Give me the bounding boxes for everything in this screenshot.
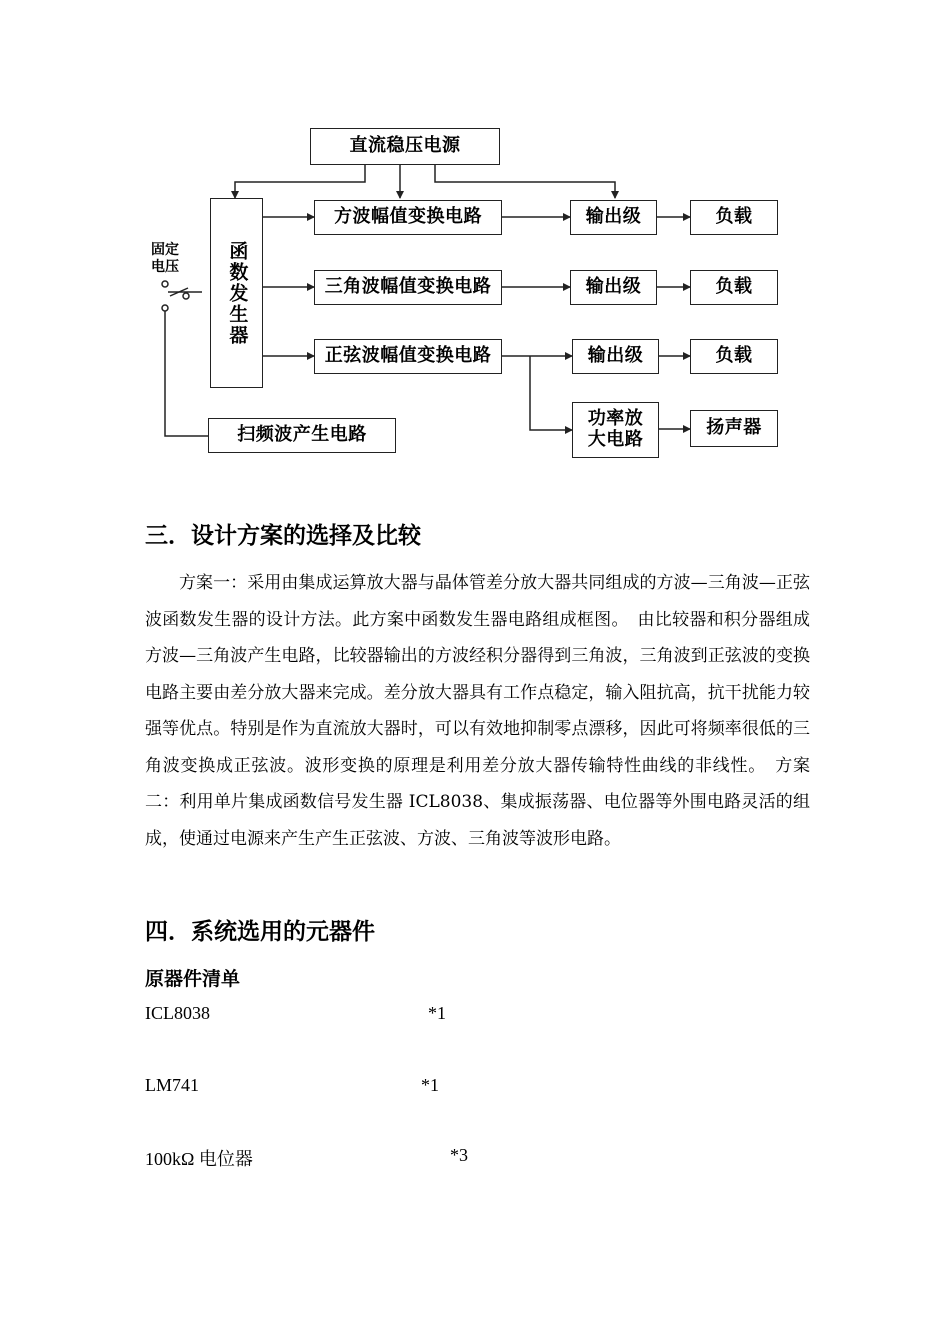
section-3-paragraph: 方案一：采用由集成运算放大器与晶体管差分放大器共同组成的方波—三角波—正弦波函数发生器的设计方法。此方案中函数发生器电路组成框图。 由比较器和积分器组成方波—三角波产生电路，比较器输出的方波经积分器得到三角波，三角波到正弦波的变换电路主要由差分放大器来完成。差分放大器具有工作点稳定，输入阻抗高，抗干扰能力较强等优点。特别是作为直流放大器时，可以有效地抑制零点漂移，因此可将频率很低的三角波变换成正弦波。波形变换的原理是利用差分放大器传输特性曲线的非线性。 方案二：利用单片集成函数信号发生器 ICL8038、集成振荡器、电位器等外围电路灵活的组成，使通过电源来产生产生正弦波、方波、三角波等波形电路。 <box>145 573 810 849</box>
load-block-3: 负载 <box>690 339 778 374</box>
speaker-block: 扬声器 <box>690 410 778 447</box>
output-stage-block-1: 输出级 <box>570 200 657 235</box>
load-block-2: 负载 <box>690 270 778 305</box>
sweep-circuit-block: 扫频波产生电路 <box>208 418 396 453</box>
section-3-heading: 三．设计方案的选择及比较 <box>145 522 421 549</box>
sine-wave-converter-block: 正弦波幅值变换电路 <box>314 339 502 374</box>
component-qty: *1 <box>428 1003 446 1023</box>
component-name: LM741 <box>145 1075 199 1095</box>
block-diagram <box>130 120 800 465</box>
component-qty: *1 <box>421 1075 439 1095</box>
output-stage-block-2: 输出级 <box>570 270 657 305</box>
load-block-1: 负载 <box>690 200 778 235</box>
component-name: ICL8038 <box>145 1003 210 1023</box>
function-generator-block: 函数发生器 <box>210 198 263 388</box>
fixed-voltage-label: 固定电压 <box>151 242 179 275</box>
component-list-title: 原器件清单 <box>145 968 241 990</box>
component-name: 100kΩ 电位器 <box>145 1149 253 1169</box>
section-4-heading: 四．系统选用的元器件 <box>145 918 375 945</box>
power-amplifier-block: 功率放大电路 <box>572 402 659 458</box>
square-wave-converter-block: 方波幅值变换电路 <box>314 200 502 235</box>
power-supply-block: 直流稳压电源 <box>310 128 500 165</box>
output-stage-block-3: 输出级 <box>572 339 659 374</box>
triangle-wave-converter-block: 三角波幅值变换电路 <box>314 270 502 305</box>
component-qty: *3 <box>450 1145 468 1165</box>
